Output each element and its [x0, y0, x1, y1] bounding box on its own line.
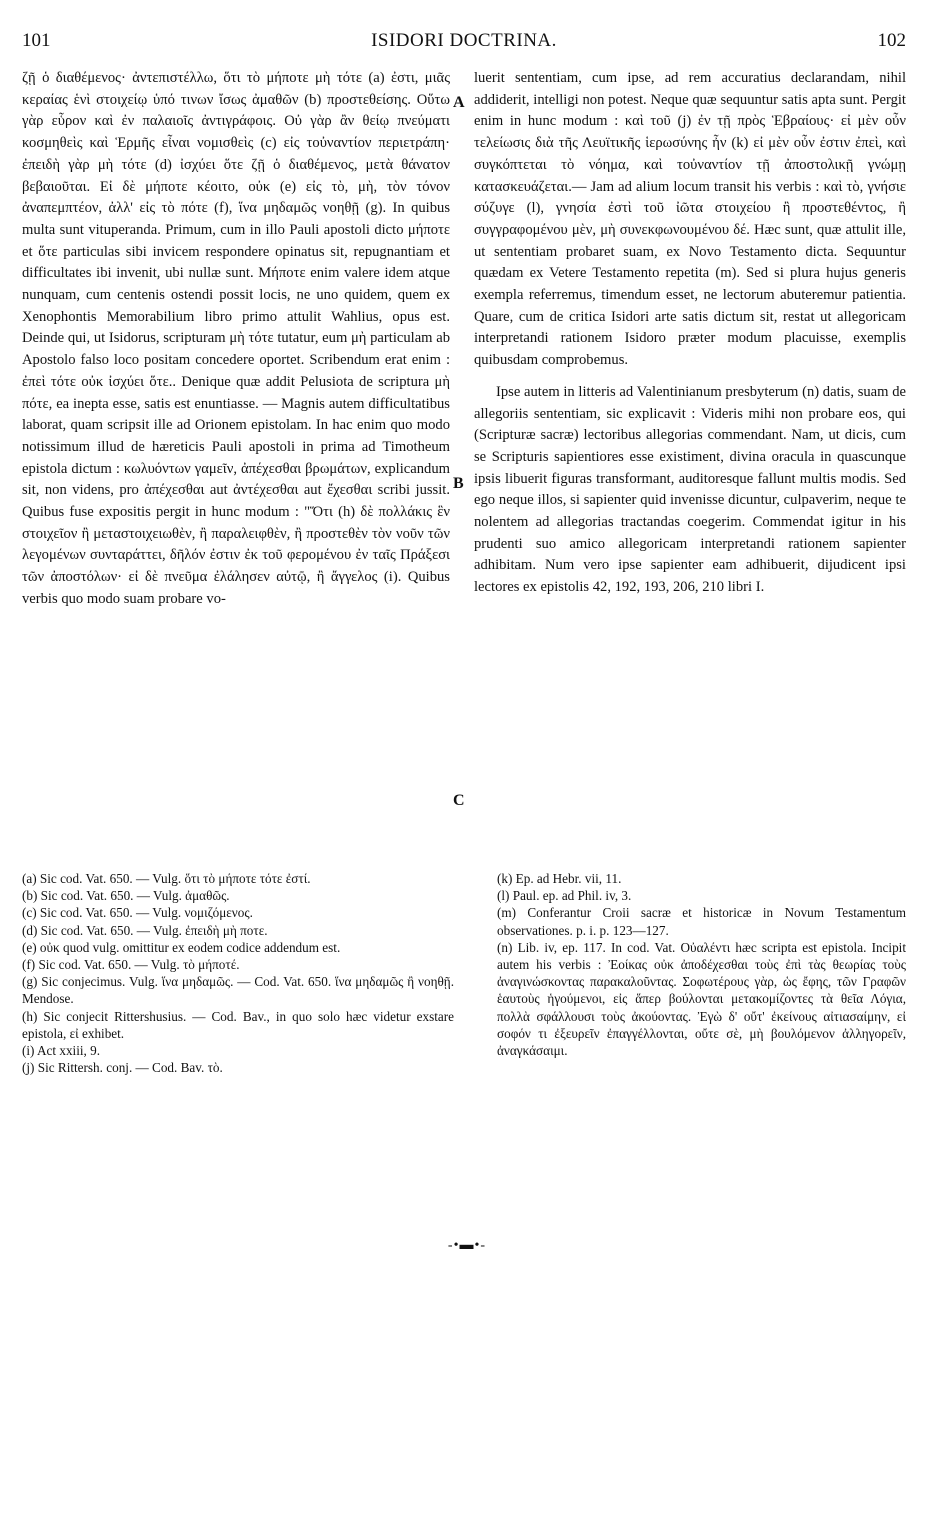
- section-marker-c: C: [453, 792, 465, 809]
- footnote: (f) Sic cod. Vat. 650. — Vulg. τὸ μήποτέ.: [22, 957, 240, 973]
- section-marker-a: A: [453, 94, 465, 111]
- footnotes-right: [497, 870, 906, 1059]
- footnote: (i) Act xxiii, 9.: [22, 1043, 101, 1059]
- page: [22, 30, 906, 1253]
- footnote: (c) Sic cod. Vat. 650. — Vulg. νομιζόμενος.: [22, 905, 253, 921]
- main-text: [22, 60, 906, 870]
- left-column-text: ζῇ ὁ διαθέμενος· ἀντεπιστέλλω, ὅτι τὸ μήποτε μὴ τότε (a) ἐστι, μιᾶς κεραίας ἑνὶ στοιχείῳ ὑπό τινων ἴσως ἀμαθῶν (b) προστεθείσης. Οὕτω γὰρ εὗρον καὶ ἐν παλαιοῖς ἀντιγράφοις. Οὐ γὰρ ἂν θείῳ πνεύματι κοσμηθεὶς καὶ Ἑρμῆς εἶναι νομισθεὶς (c) εἰς τοὐναντίον περιετράπη· ἐπειδὴ γὰρ μὴ τότε (d) ἰσχύει ὅτε ζῇ ὁ διαθέμενος, μετὰ θάνατον βεβαιοῦται. Εἰ δὲ μήποτε κέοιτο, οὐκ (e) εἰς τὸ, μὴ, τὸν τόνον ἀναπεμπτέον, ἀλλ' εἰς τὸ πότε (f), ἵνα μηδαμῶς νοηθῇ (g). In quibus multa sunt vituperanda. Primum, cum in illo Pauli apostoli dicto μήποτε et ὅτε particulas sibi invicem respondere opinatus sit, repugnantiam et difficultates ibi invenit, ubi nullæ sunt. Μήποτε enim valere idem atque nunquam, cum centenis ostendi possit locis, ne uno quidem, quem ex Xenophontis Memorabilium libro primo attulit Wahlius, opus est. Deinde qui, ut Isidorus, scripturam μὴ τότε tutatur, eum μὴ particulam ab Apostolo falso loco positam concedere oportet. Scribendum erat enim : ἐπεὶ τότε οὐκ ἰσχύει ὅτε.. Denique quæ addit Pelusiota de scriptura μὴ πότε, ea inepta esse, satis est enuntiasse. — Magnis autem difficultatibus laborat, quam scripsit ille ad Orionem epistolam. In hac enim quo modo notissimum illud de hæreticis Pauli apostoli in prima ad Timotheum epistola dictum : κωλυόντων γαμεῖν, ἀπέχεσθαι βρωμάτων, explicandum sit, non videns, pro ἀπέχεσθαι aut ἀντέχεσθαι aut ἔχεσθαι scribi jussit. Quibus fuse expositis pergit in hunc modum : "Ὅτι (h) δὲ πολλάκις ἓν στοιχεῖον ἢ μεταστοιχειωθὲν, ἢ παραλειφθὲν, ἢ προστεθὲν τὸν νοῦν τῶν λεγομένων συνταράττει, δῆλόν ἐστιν ἐκ τοῦ φερομένου ἐν ταῖς Πράξεσι τῶν ἀποστόλων· εἰ δὲ πνεῦμα ἐλάλησεν αὐτῷ, ἢ ἄγγελος (i). Quibus verbis quo modo suam probare vo-: [22, 70, 450, 607]
- footnote: (m) Conferantur Croii sacræ et historicæ in Novum Testamentum observationes. p. i. p. 123—127.: [497, 905, 906, 938]
- footnote: (n) Lib. iv, ep. 117. In cod. Vat. Οὐαλέντι hæc scripta est epistola. Incipit autem his verbis : Ἐοίκας οὐκ ἀποδέχεσθαι τοὺς ἐπὶ τὰς θεωρίας τοὺς ἀναγινώσκοντας παρακαλοῦντας. Σοφωτέρους γὰρ, ὡς ἔφης, τῶν Γραφῶν ἑαυτοὺς ἡγούμενοι, εἰς ἅπερ βούλονται μετακομίζοντες τὰ θεῖα Λόγια, πολλὰ σφάλλουσι τοὺς ἀκούοντας. Ἐγὼ δ' οὔτ' ἐκείνους αἰτιασαίμην, εἰ σοφόν τι ἐξευρεῖν ἐπαγγέλλονται, οὔτε σὲ, μὴ βουλόμενον ἀλληγορεῖν, ἀναγκάσαιμι.: [497, 939, 906, 1059]
- running-header: [22, 30, 906, 60]
- right-column: [474, 68, 906, 599]
- page-number-right: 102: [877, 30, 906, 51]
- footnotes-left: [22, 870, 454, 1076]
- footnote: (a) Sic cod. Vat. 650. — Vulg. ὅτι τὸ μήποτε τότε ἐστί.: [22, 871, 311, 886]
- footnote: (d) Sic cod. Vat. 650. — Vulg. ἐπειδὴ μὴ ποτε.: [22, 922, 268, 938]
- left-column: [22, 68, 450, 611]
- footnote: (b) Sic cod. Vat. 650. — Vulg. ἀμαθῶς.: [22, 888, 230, 904]
- footnote: (l) Paul. ep. ad Phil. iv, 3.: [497, 888, 632, 904]
- running-title: ISIDORI DOCTRINA.: [371, 30, 557, 51]
- footnote: (g) Sic conjecimus. Vulg. ἵνα μηδαμῶς. — Cod. Vat. 650. ἵνα μηδαμῶς ἢ νοηθῇ. Mendose.: [22, 974, 454, 1007]
- end-ornament: -•▬•-: [447, 1238, 487, 1253]
- footnote: (h) Sic conjecit Rittershusius. — Cod. Bav., in quo solo hæc videtur exstare epistola, εἰ exhibet.: [22, 1008, 454, 1041]
- footnotes: [22, 870, 906, 1170]
- footnote: (j) Sic Rittersh. conj. — Cod. Bav. τὸ.: [22, 1060, 223, 1076]
- right-column-paragraph-2: Ipse autem in litteris ad Valentinianum presbyterum (n) datis, suam de allegoriis sententiam, sic explicavit : Videris mihi non probare eos, qui (Scripturæ sacræ) lectoribus allegorias commendant. Nam, ut dicis, cum se Scripturis sapientiores esse existiment, divina oracula in quascunque ipsis libuerit figuras transformant, auditoresque fallunt multis modis. Sed ego neque illos, si sapienter quid invenisse dicuntur, culpaverim, neque te nolentem ad allegorias tractandas coegerim. Commendat igitur in his prudenti suo amico allegoricam interpretandi rationem sapienter adhibitam. Num vero ipse sapienter eam adhibuerit, dijudicent ipsi lectores ex epistolis 42, 192, 193, 206, 210 libri I.: [474, 383, 906, 596]
- footnote: (k) Ep. ad Hebr. vii, 11.: [497, 871, 622, 886]
- page-number-left: 101: [22, 30, 51, 51]
- section-marker-b: B: [453, 475, 464, 492]
- right-column-paragraph-1: luerit sententiam, cum ipse, ad rem accuratius declarandam, nihil addiderit, intelligi non potest. Neque quæ sequuntur satis apta sunt. Pergit enim in hunc modum : καὶ τοῦ (j) ἐν τῇ πρὸς Ἑβραίους· εἰ μὲν οὖν τελείωσις διὰ τῆς Λευϊτικῆς ἱερωσύνης ἦν (k) εἰ μὲν οὖν ἐστιν ἐπεὶ, καὶ συγκόπτεται τὸ νόημα, καὶ τοὐναντίον τῇ ἀποστολικῇ γνώμῃ κατασκευάζεται.— Jam ad alium locum transit his verbis : καὶ τὸ, γνήσιε σύζυγε (l), γνησία ἐστὶ τοῦ ἰῶτα στοιχείου ἢ προστεθέντος, ἢ συγγραφομένου μὲν, μὴ συνεκφωνουμένου δέ. Hæc sunt, quæ attulit ille, ut sententiam probaret suam, ex Novo Testamento dicta. Sequuntur quædam ex Vetere Testamento repetita (m). Sed si plura hujus generis exempla referremus, timendum esset, ne lectorum abuteremur patientia. Quare, cum de critica Isidori arte satis dictum sit, restat ut allegoricam interpretandi rationem Isidoro præter modum placuisse, exemplis quibusdam comprobemus.: [474, 70, 906, 369]
- footnote: (e) οὐκ quod vulg. omittitur ex eodem codice addendum est.: [22, 939, 341, 955]
